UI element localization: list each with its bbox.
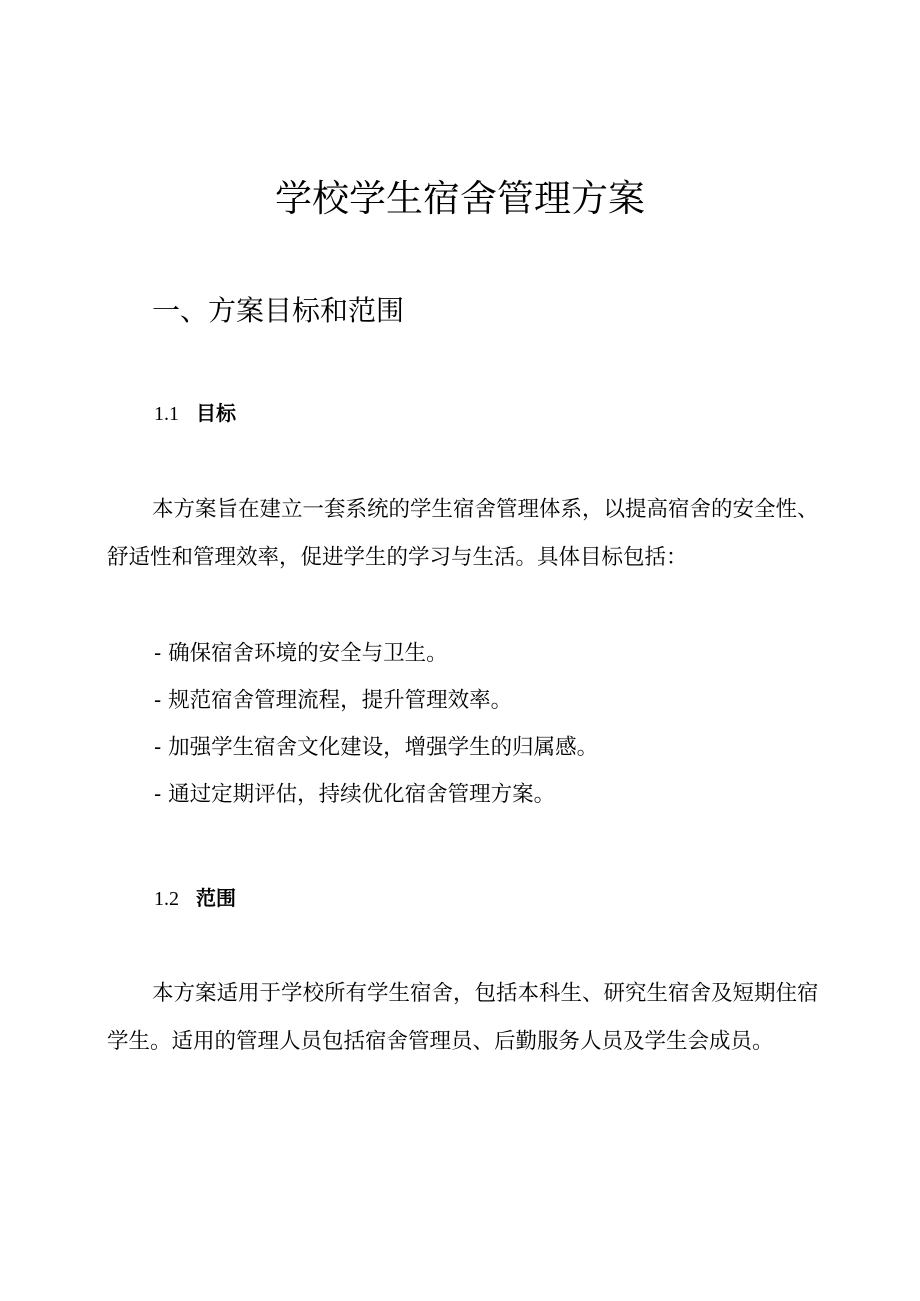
subsection-label: 目标 [196,401,236,425]
list-item: - 通过定期评估，持续优化宿舍管理方案。 [154,782,556,807]
list-item: - 规范宿舍管理流程，提升管理效率。 [154,688,513,713]
subsection-heading-scope [154,883,236,914]
scope-paragraph: 本方案适用于学校所有学生宿舍，包括本科生、研究生宿舍及短期住宿学生。适用的管理人员包括宿舍管理员、后勤服务人员及学生会成员。 [107,981,819,1054]
list-item: - 确保宿舍环境的安全与卫生。 [154,641,448,666]
goals-paragraph: 本方案旨在建立一套系统的学生宿舍管理体系，以提高宿舍的安全性、舒适性和管理效率，促进学生的学习与生活。具体目标包括： [107,497,819,570]
goal-list [154,630,598,818]
list-item: - 加强学生宿舍文化建设，增强学生的归属感。 [154,735,599,760]
subsection-heading-goals [154,398,236,429]
subsection-number: 1.1 [154,403,179,425]
subsection-label: 范围 [196,886,236,910]
section-heading: 一、方案目标和范围 [152,294,405,327]
document-title: 学校学生宿舍管理方案 [275,177,645,220]
subsection-number: 1.2 [154,888,179,910]
